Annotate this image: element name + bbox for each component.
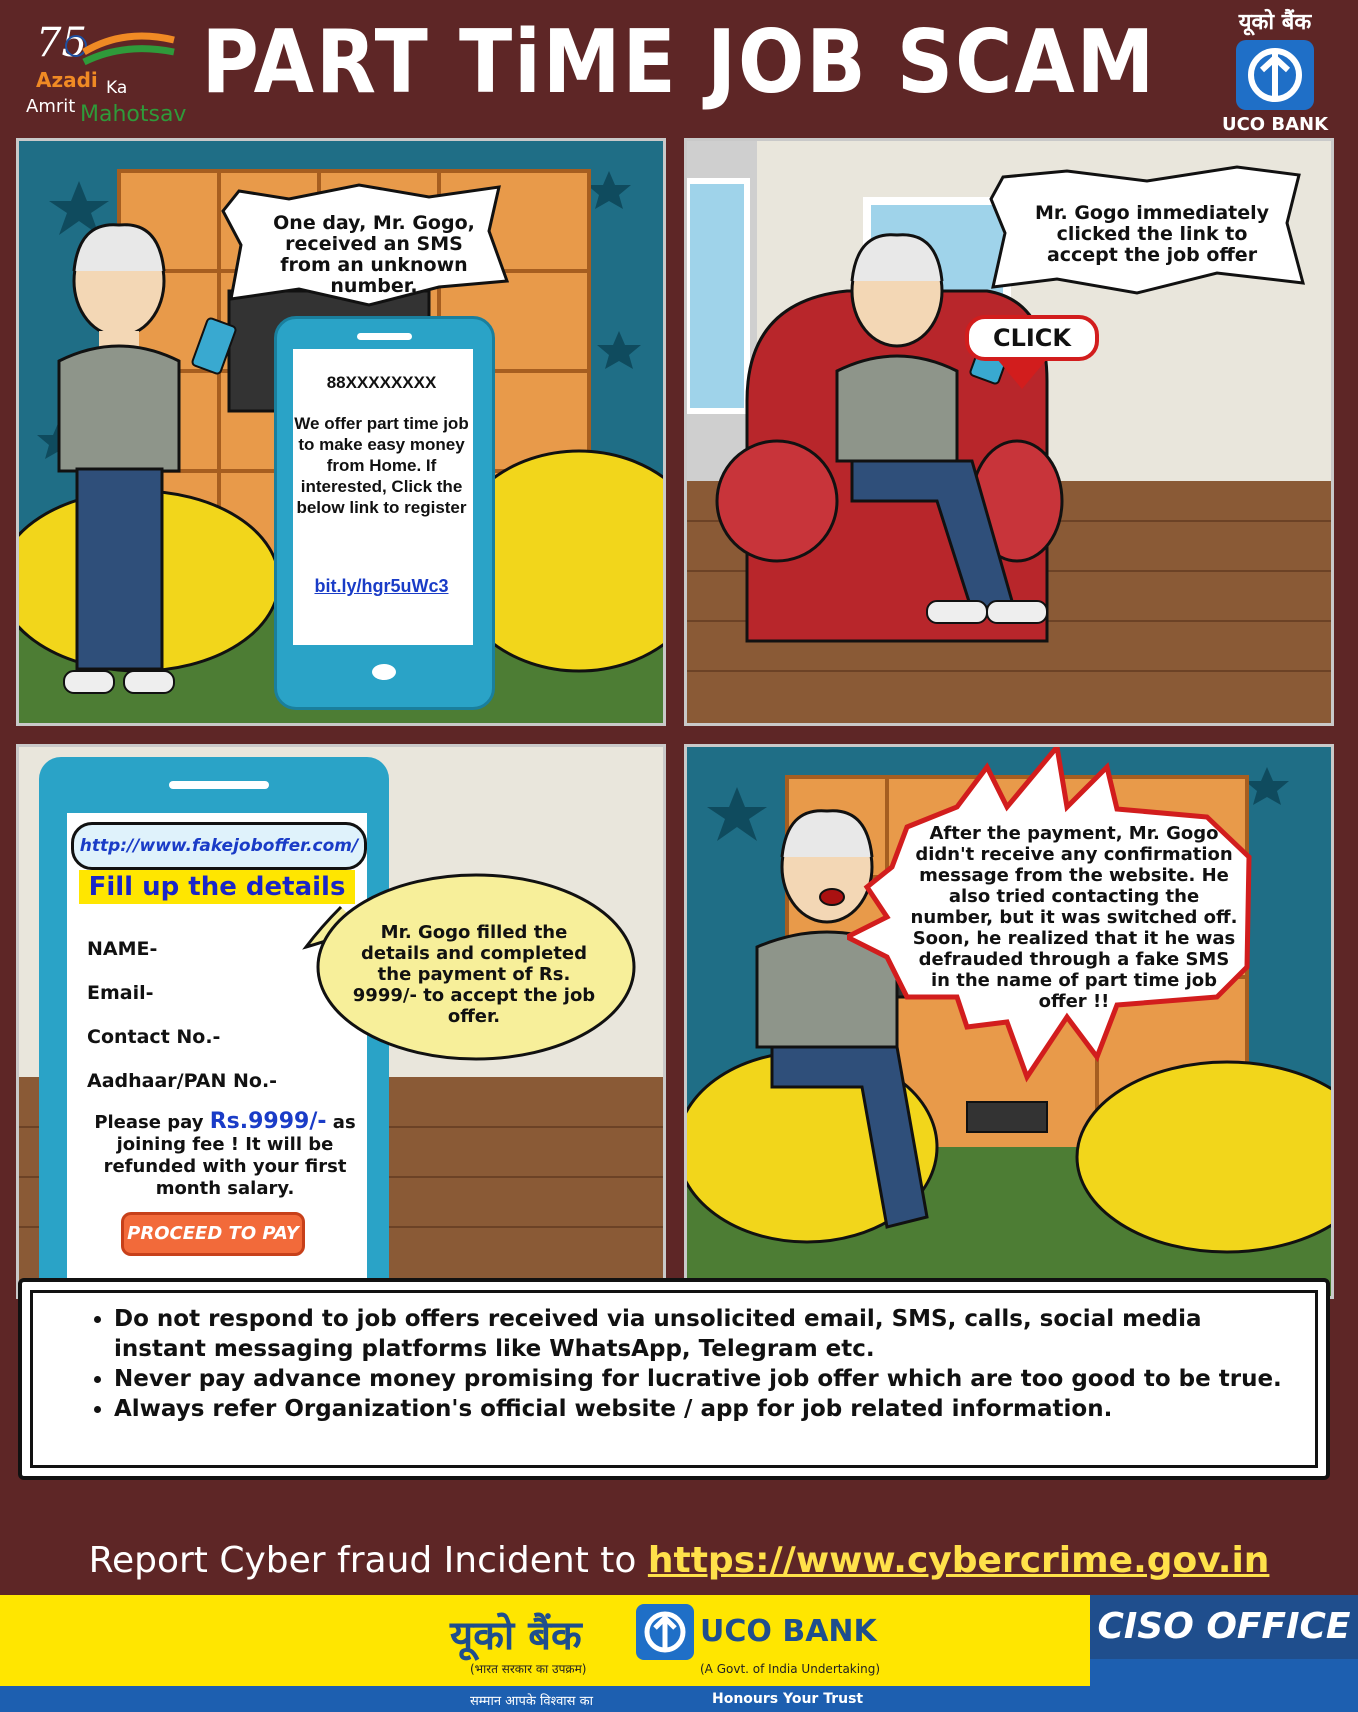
azadi-word: Azadi xyxy=(36,68,98,92)
form-fields xyxy=(87,927,277,1103)
bank-name: UCO BANK xyxy=(1221,114,1329,135)
form-field-email[interactable]: Email- xyxy=(87,982,154,1004)
safety-tips-box xyxy=(18,1278,1330,1480)
phone-speaker xyxy=(169,781,269,789)
panel1-bubble-text: One day, Mr. Gogo, received an SMS from an unknown number. xyxy=(273,212,475,297)
proceed-to-pay-button[interactable]: PROCEED TO PAY xyxy=(121,1212,305,1256)
footer-bank-hindi-sub: (भारत सरकार का उपक्रम) xyxy=(470,1662,587,1676)
form-field-name[interactable]: NAME- xyxy=(87,938,158,960)
cybercrime-link[interactable]: https://www.cybercrime.gov.in xyxy=(647,1540,1270,1581)
comic-panel-fake-form xyxy=(16,744,666,1299)
panel3-bubble-text: Mr. Gogo filled the details and completed the payment of Rs. 9999/- to accept the job offer. xyxy=(352,922,596,1027)
report-line xyxy=(0,1540,1358,1581)
panel4-bubble-text: After the payment, Mr. Gogo didn't receive any confirmation message from the website. He also tried contacting the number, but it was switched off. Soon, he realized that it he was defrauded through a fake SMS in the name of part time job offer !! xyxy=(910,823,1238,1012)
ciso-office-badge: CISO OFFICE xyxy=(1090,1595,1358,1659)
uco-bank-header-logo xyxy=(1205,6,1345,136)
phone-home-button[interactable] xyxy=(372,664,396,680)
page-title: PART TiME JOB SCAM xyxy=(201,12,1157,114)
sms-link[interactable]: bit.ly/hgr5uWc3 xyxy=(314,576,449,596)
ka-word: Ka xyxy=(106,78,128,98)
sms-body: We offer part time job to make easy money from Home. If interested, Click the below link to register xyxy=(294,414,469,517)
azadi-75-numeral: 75 xyxy=(36,20,87,66)
panel2-bubble-text: Mr. Gogo immediately clicked the link to accept the job offer xyxy=(1034,202,1270,266)
phone-speaker xyxy=(357,333,412,340)
tip-item: • Never pay advance money promising for lucrative job offer which are too good to be true. xyxy=(114,1364,1298,1394)
click-label-badge[interactable]: CLICK xyxy=(965,315,1099,361)
browser-url-bar[interactable]: http://www.fakejoboffer.com/ xyxy=(71,822,367,870)
pay-prefix: Please pay xyxy=(94,1112,204,1133)
tips-list xyxy=(22,1282,1326,1424)
comic-panel-click xyxy=(684,138,1334,726)
form-field-contact[interactable]: Contact No.- xyxy=(87,1026,221,1048)
form-title: Fill up the details xyxy=(79,870,355,904)
uco-bank-emblem-icon xyxy=(1236,40,1314,110)
report-text: Report Cyber fraud Incident to xyxy=(88,1540,637,1581)
footer-bank-name: UCO BANK xyxy=(700,1614,877,1649)
ciso-under-bar xyxy=(1090,1659,1358,1686)
footer-slogan-bar xyxy=(0,1686,1358,1712)
form-field-aadhaar-pan[interactable]: Aadhaar/PAN No.- xyxy=(87,1070,278,1092)
tip-item: • Always refer Organization's official website / app for job related information. xyxy=(114,1394,1298,1424)
click-arrow-icon xyxy=(997,359,1047,389)
mahotsav-word: Mahotsav xyxy=(80,102,187,127)
footer-bank-hindi-name: यूको बैंक xyxy=(450,1613,582,1659)
bank-hindi-name: यूको बैंक xyxy=(1238,10,1312,35)
pay-amount: Rs.9999/- xyxy=(209,1109,327,1134)
amrit-word: Amrit xyxy=(26,96,76,117)
pay-suffix: as joining fee ! It will be refunded with your first month salary. xyxy=(103,1112,356,1199)
comic-panel-defrauded xyxy=(684,744,1334,1299)
footer-slogan-english: Honours Your Trust xyxy=(712,1691,864,1707)
footer-bank-sub: (A Govt. of India Undertaking) xyxy=(700,1662,880,1676)
tip-item: • Do not respond to job offers received via unsolicited email, SMS, calls, social media instant messaging platforms like WhatsApp, Telegram etc. xyxy=(114,1304,1298,1364)
payment-instruction xyxy=(79,1111,371,1200)
uco-bank-emblem-icon xyxy=(636,1604,694,1660)
footer-slogan-hindi: सम्मान आपके विश्वास का xyxy=(470,1694,593,1709)
comic-panel-sms xyxy=(16,138,666,726)
sms-sender-number: 88XXXXXXXX xyxy=(326,373,437,392)
